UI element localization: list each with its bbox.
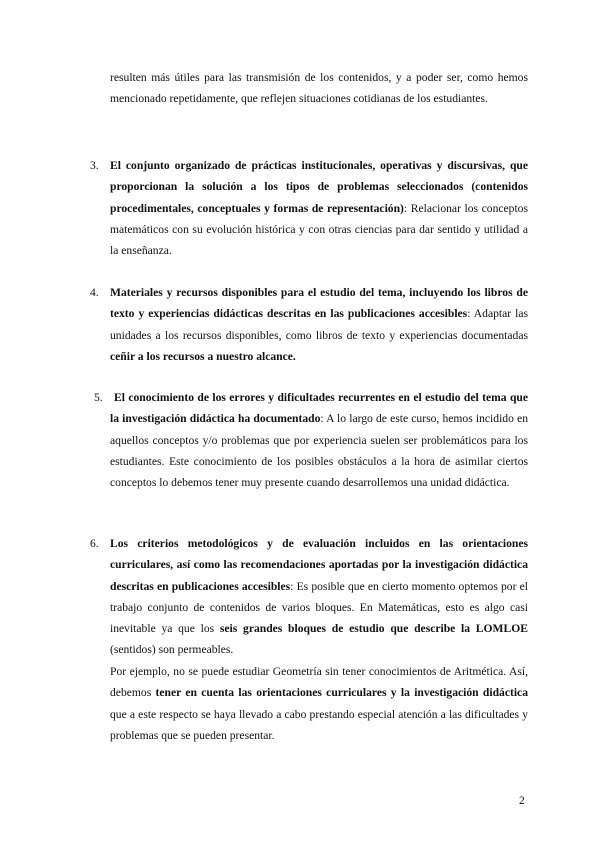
item-4-number: 4. bbox=[90, 286, 99, 299]
item-3-paragraph bbox=[110, 155, 528, 261]
item-4-text: : Adaptar las unidades a los recursos disponibles, como libros de texto y experiencias documentadas bbox=[110, 307, 528, 342]
item-6-text: : Es posible que en cierto momento optemos por el trabajo conjunto de contenidos de varios bloques. En Matemáticas, esto es algo casi inevitable ya que los bbox=[110, 579, 528, 636]
item-4-emphasis: ceñir a los recursos a nuestro alcance. bbox=[110, 349, 296, 363]
item-3-text: : Relacionar los conceptos matemáticos con su evolución histórica y con otras ciencias para dar sentido y utilidad a la enseñanza. bbox=[110, 201, 528, 258]
item-6-number: 6. bbox=[90, 537, 99, 550]
item-6-emphasis: seis grandes bloques de estudio que describe la LOMLOE bbox=[219, 622, 528, 636]
intro-text: resulten más útiles para las transmisión de los contenidos, y a poder ser, como hemos mencionado repetidamente, que reflejen situaciones cotidianas de los estudiantes. bbox=[110, 71, 528, 106]
closing-paragraph bbox=[110, 661, 528, 746]
closing-text: Por ejemplo, no se puede estudiar Geometría sin tener conocimientos de Aritmética. Así, debemos bbox=[110, 665, 528, 700]
item-4-paragraph bbox=[110, 282, 528, 367]
item-6-text-end: (sentidos) son permeables. bbox=[110, 643, 234, 657]
item-3-heading: El conjunto organizado de prácticas institucionales, operativas y discursivas, que proporcionan la solución a los tipos de problemas seleccionados (contenidos procedimentales, conceptuales y formas de representación) bbox=[110, 159, 528, 215]
item-5-heading: El conocimiento de los errores y dificultades recurrentes en el estudio del tema que la investigación didáctica ha documentado bbox=[110, 391, 528, 426]
item-6-paragraph bbox=[110, 533, 528, 661]
intro-paragraph bbox=[110, 67, 528, 110]
closing-emphasis: tener en cuenta las orientaciones curriculares y la investigación didáctica bbox=[155, 686, 528, 700]
item-5-paragraph bbox=[110, 387, 528, 493]
item-3-number: 3. bbox=[90, 159, 99, 172]
item-5-number: 5. bbox=[94, 391, 103, 404]
item-4-heading: Materiales y recursos disponibles para el estudio del tema, incluyendo los libros de texto y experiencias didácticas descritas en las publicaciones accesibles bbox=[110, 286, 528, 321]
page-number: 2 bbox=[519, 794, 525, 807]
item-5-text: : A lo largo de este curso, hemos incidido en aquellos conceptos y/o problemas que por experiencia suelen ser problemáticos para los estudiantes. Este conocimiento de los posibles obstáculos a la hora de asimilar ciertos conceptos lo debemos tener muy presente cuando desarrollemos una unidad didáctica. bbox=[110, 412, 528, 490]
item-6-heading: Los criterios metodológicos y de evaluación incluidos en las orientaciones curriculares, así como las recomendaciones aportadas por la investigación didáctica descritas en publicaciones accesibles bbox=[110, 537, 528, 593]
closing-text-end: que a este respecto se haya llevado a cabo prestando especial atención a las dificultades y problemas que se pueden presentar. bbox=[110, 707, 528, 742]
